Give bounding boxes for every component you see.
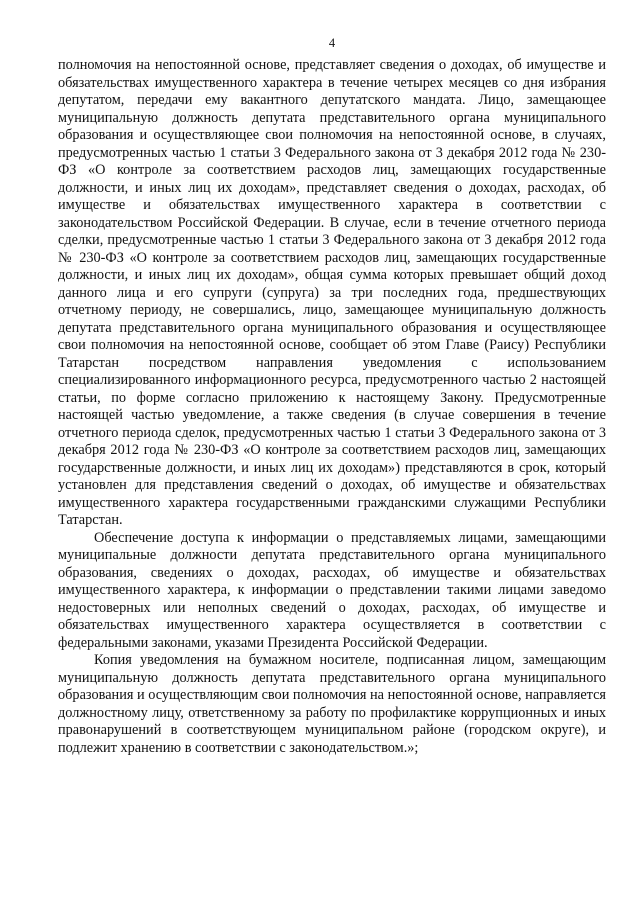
- paragraph-continuation: полномочия на непостоянной основе, представляет сведения о доходах, об имуществе и обязательствах имущественного характера в течение четырех месяцев со дня избрания депутатом, передачи ему вакантного депутатского мандата. Лицо, замещающее муниципальную должность депутата представительного органа муниципального образования и осуществляющее свои полномочия на непостоянной основе, в случаях, предусмотренных частью 1 статьи 3 Федерального закона от 3 декабря 2012 года № 230-ФЗ «О контроле за соответствием расходов лиц, замещающих государственные должности, и иных лиц их доходам», представляет сведения о доходах, расходах, об имуществе и обязательствах имущественного характера в соответствии с законодательством Российской Федерации. В случае, если в течение отчетного периода сделки, предусмотренные частью 1 статьи 3 Федерального закона от 3 декабря 2012 года № 230-ФЗ «О контроле за соответствием расходов лиц, замещающих государственные должности, и иных лиц их доходам», общая сумма которых превышает общий доход данного лица и его супруги (супруга) за три последних года, предшествующих отчетному периоду, не совершались, лицо, замещающее муниципальную должность депутата представительного органа муниципального образования и осуществляющее свои полномочия на непостоянной основе, сообщает об этом Главе (Раису) Республики Татарстан посредством направления уведомления с использованием специализированного информационного ресурса, предусмотренного частью 2 настоящей статьи, по форме согласно приложению к настоящему Закону. Предусмотренные настоящей частью уведомление, а также сведения (в случае совершения в течение отчетного периода сделок, предусмотренных частью 1 статьи 3 Федерального закона от 3 декабря 2012 года № 230-ФЗ «О контроле за соответствием расходов лиц, замещающих государственные должности, и иных лиц их доходам») представляются в срок, который установлен для представления сведений о доходах, об имуществе и обязательствах имущественного характера государственными гражданскими служащими Республики Татарстан.: [58, 57, 606, 528]
- page-number: 4: [328, 36, 336, 50]
- paragraph-access-to-information: Обеспечение доступа к информации о представляемых лицами, замещающими муниципальные должности депутата представительного органа муниципального образования, сведениях о доходах, расходах, об имуществе и обязательствах имущественного характера, к информации о представлении такими лицами заведомо недостоверных или неполных сведений о доходах, расходах, об имуществе и обязательствах имущественного характера осуществляется в соответствии с федеральными законами, указами Президента Российской Федерации.: [58, 529, 606, 651]
- paragraph-notification-copy: Копия уведомления на бумажном носителе, подписанная лицом, замещающим муниципальную должность депутата представительного органа муниципального образования и осуществляющим свои полномочия на непостоянной основе, направляется должностному лицу, ответственному за работу по профилактике коррупционных и иных правонарушений в соответствующем муниципальном районе (городском округе), и подлежит хранению в соответствии с законодательством.»;: [58, 652, 607, 756]
